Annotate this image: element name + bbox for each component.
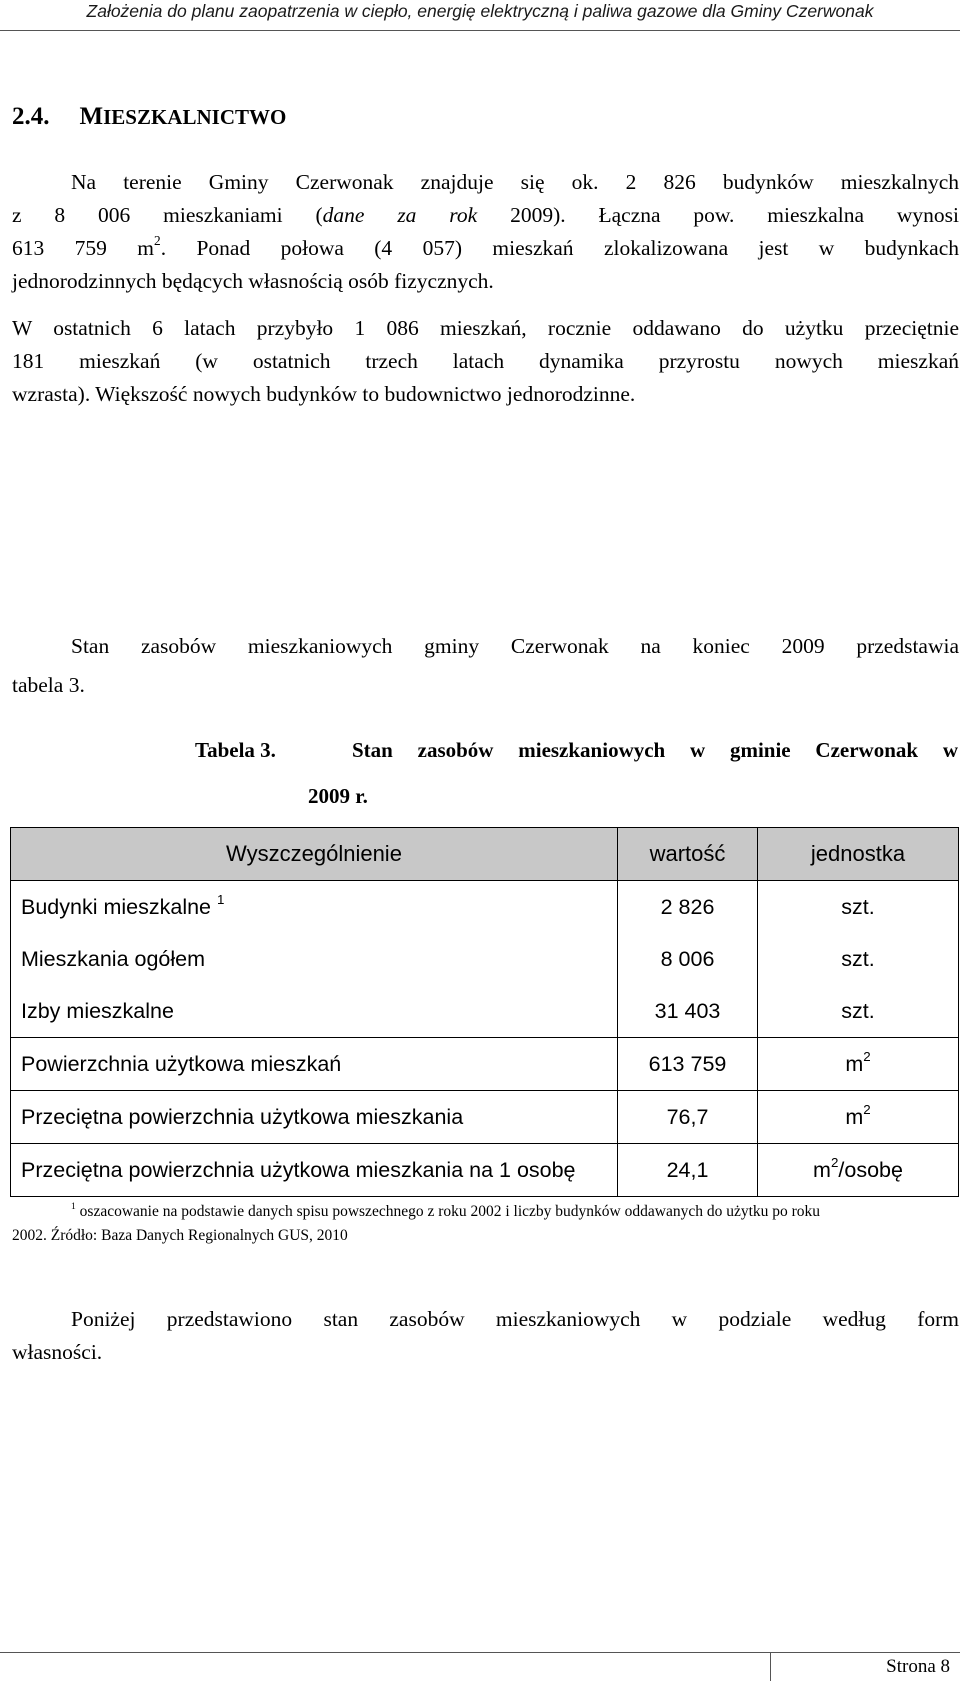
section-title-initial: M [79,103,104,130]
footnote-marker: 1 [71,1200,76,1212]
page-number: Strona 8 [886,1656,950,1677]
text-line: 181 mieszkań (w ostatnich trzech latach dynamika przyrostu nowych mieszkań [12,349,959,373]
text-line: jednorodzinnych będących własnością osób fizycznych. [12,269,494,293]
table-row [11,1038,959,1091]
text-line: Na terenie Gminy Czerwonak znajduje się ok. 2 826 budynków mieszkalnych [71,170,959,194]
table-row [11,985,959,1038]
footnote-line: $^1$ oszacowanie na podstawie danych spisu powszechnego z roku 2002 i liczby budynków oddawanych do użytku po roku [71,1200,821,1220]
text-line: własności. [12,1340,103,1364]
footnote-ref: 1 [216,891,225,907]
row-unit: $m^2$ [758,1038,959,1091]
row-label: Powierzchnia użytkowa mieszkań [11,1038,618,1091]
row-value: 613 759 [618,1038,758,1091]
header-jednostka: jednostka [758,828,959,881]
table-caption-title: Stan zasobów mieszkaniowych w gminie Czerwonak w [352,738,958,762]
row-unit: $m^2$/osobę [758,1144,959,1197]
header-wyszczegolnienie: Wyszczególnienie [11,828,618,881]
row-value: 31 403 [618,985,758,1038]
row-unit: szt. [758,933,959,985]
row-value: 76,7 [618,1091,758,1144]
table-row [11,933,959,985]
housing-stock-table [10,827,959,1197]
footer-divider [0,1652,960,1653]
table-caption-label: Tabela 3. [195,738,276,762]
text-line: Poniżej przedstawiono stan zasobów mieszkaniowych w podziale według form [71,1307,959,1331]
table-row [11,1144,959,1197]
row-value: 2 826 [618,881,758,934]
header-divider [0,30,960,31]
header-wartosc: wartość [618,828,758,881]
row-label: Budynki mieszkalne $^1$ [11,881,618,934]
text-line: Stan zasobów mieszkaniowych gminy Czerwonak na koniec 2009 przedstawia [71,634,959,658]
table-row [11,881,959,934]
paragraph-growth [12,312,959,411]
text-line: W ostatnich 6 latach przybyło 1 086 mieszkań, rocznie oddawano do użytku przeciętnie [12,316,959,340]
section-number: 2.4. [12,103,50,130]
row-value: 24,1 [618,1144,758,1197]
footer-divider-vertical [770,1652,771,1681]
paragraph-intro [12,166,959,298]
row-unit: szt. [758,985,959,1038]
running-header: Założenia do planu zaopatrzenia w ciepło, energię elektryczną i paliwa gazowe dla Gminy Czerwonak [86,1,874,21]
row-unit: szt. [758,881,959,934]
row-label: Przeciętna powierzchnia użytkowa mieszkania na 1 osobę [11,1144,618,1197]
paragraph-table-intro [12,630,959,702]
table-caption-title-continued: 2009 r. [308,784,368,808]
text-line: tabela 3. [12,673,85,697]
section-title-rest: IESZKALNICTWO [103,105,287,129]
text-line: 613 759 $m^2$. Ponad połowa (4 057) mieszkań zlokalizowana jest w budynkach [12,233,959,260]
row-label: Izby mieszkalne [11,985,618,1038]
row-label: Mieszkania ogółem [11,933,618,985]
table-header-row [11,828,959,881]
row-label: Przeciętna powierzchnia użytkowa mieszkania [11,1091,618,1144]
text-line: wzrasta). Większość nowych budynków to budownictwo jednorodzinne. [12,382,636,406]
paragraph-ownership [12,1303,959,1369]
row-unit: $m^2$ [758,1091,959,1144]
text-line: z 8 006 mieszkaniami (dane za rok 2009). Łączna pow. mieszkalna wynosi [12,203,960,227]
row-value: 8 006 [618,933,758,985]
footnote-line: 2002. Źródło: Baza Danych Regionalnych GUS, 2010 [12,1227,348,1244]
section-heading [12,103,286,131]
table-footnote [12,1200,932,1248]
table-row [11,1091,959,1144]
